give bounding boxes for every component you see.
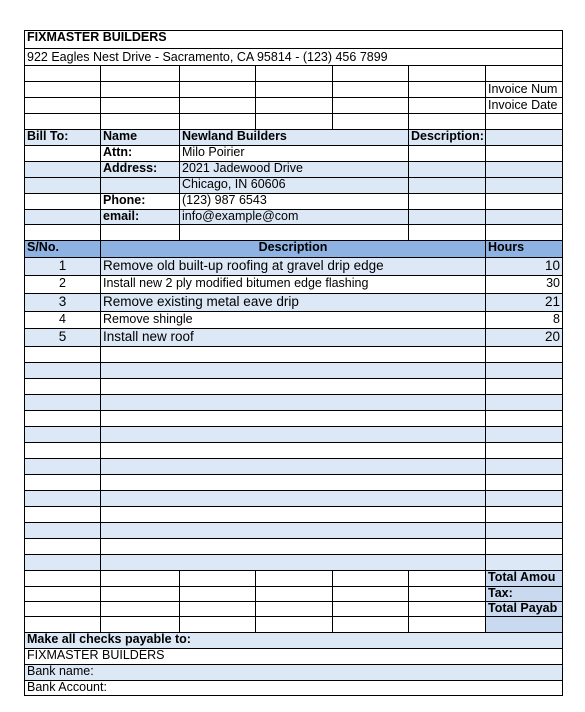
grid-hline bbox=[24, 378, 563, 379]
grid-hline bbox=[24, 601, 563, 602]
item-row-fill bbox=[24, 426, 562, 442]
grid-hline bbox=[24, 474, 563, 475]
address-label: Address: bbox=[103, 161, 158, 175]
item-row-fill bbox=[24, 522, 562, 538]
invoice-number-label: Invoice Num bbox=[488, 82, 558, 96]
grid-vline bbox=[100, 65, 101, 130]
grid-hline bbox=[24, 586, 563, 587]
company-address: 922 Eagles Nest Drive - Sacramento, CA 95814 - (123) 456 7899 bbox=[27, 50, 388, 64]
name-value: Newland Builders bbox=[182, 129, 287, 143]
row-2-description: Install new 2 ply modified bitumen edge flashing bbox=[103, 276, 369, 290]
address-line2: Chicago, IN 60606 bbox=[182, 177, 286, 191]
email-value: info@example@com bbox=[182, 209, 299, 223]
grid-hline bbox=[24, 177, 563, 178]
bank-account-label: Bank Account: bbox=[27, 680, 107, 694]
grid-hline bbox=[24, 664, 563, 665]
hours-header: Hours bbox=[488, 240, 525, 254]
grid-hline bbox=[24, 113, 563, 114]
grid-vline bbox=[408, 65, 409, 130]
row-1-sno: 1 bbox=[58, 258, 67, 273]
grid-hline bbox=[24, 490, 563, 491]
description-label: Description: bbox=[411, 129, 484, 143]
row-4-sno: 4 bbox=[59, 312, 66, 326]
grid-hline bbox=[24, 362, 563, 363]
grid-hline bbox=[24, 48, 563, 49]
grid-hline bbox=[24, 570, 563, 571]
row-1-hours: 10 bbox=[544, 258, 560, 273]
bank-name-label: Bank name: bbox=[27, 664, 94, 678]
bill-to-fill bbox=[24, 177, 562, 193]
row-5-description: Install new roof bbox=[103, 329, 194, 344]
row-1-description: Remove old built-up roofing at gravel drip edge bbox=[103, 258, 384, 273]
grid-hline bbox=[24, 506, 563, 507]
grid-vline bbox=[255, 65, 256, 130]
email-label: email: bbox=[103, 209, 140, 223]
grid-vline bbox=[179, 570, 180, 633]
grid-hline bbox=[24, 410, 563, 411]
attn-value: Milo Poirier bbox=[182, 145, 245, 159]
description-header: Description bbox=[258, 240, 328, 254]
grid-vline bbox=[562, 30, 563, 696]
payment-instruction: Make all checks payable to: bbox=[27, 632, 191, 646]
row-4-hours: 8 bbox=[553, 312, 560, 326]
sno-header: S/No. bbox=[27, 240, 59, 254]
grid-vline bbox=[408, 570, 409, 633]
grid-hline bbox=[24, 442, 563, 443]
tax-label: Tax: bbox=[488, 586, 513, 600]
row-2-sno: 2 bbox=[59, 276, 66, 290]
item-row-fill bbox=[24, 458, 562, 474]
row-3-sno: 3 bbox=[58, 294, 67, 309]
row-3-hours: 21 bbox=[544, 294, 560, 309]
totals-fill bbox=[485, 616, 562, 632]
phone-value: (123) 987 6543 bbox=[182, 193, 267, 207]
invoice-date-label: Invoice Date bbox=[488, 98, 558, 112]
grid-hline bbox=[24, 616, 563, 617]
row-5-sno: 5 bbox=[58, 329, 67, 344]
total-amount-label: Total Amou bbox=[488, 570, 556, 584]
item-row-fill bbox=[24, 394, 562, 410]
item-row-fill bbox=[24, 490, 562, 506]
row-3-description: Remove existing metal eave drip bbox=[103, 294, 299, 309]
item-row-fill bbox=[24, 554, 562, 570]
grid-vline bbox=[100, 570, 101, 633]
grid-vline bbox=[408, 129, 409, 241]
grid-hline bbox=[24, 554, 563, 555]
bill-to-label: Bill To: bbox=[27, 129, 69, 143]
phone-label: Phone: bbox=[103, 193, 146, 207]
grid-hline bbox=[24, 695, 563, 696]
grid-vline bbox=[485, 129, 486, 241]
name-label: Name bbox=[103, 129, 138, 143]
payee-name: FIXMASTER BUILDERS bbox=[27, 648, 165, 662]
grid-hline bbox=[24, 81, 563, 82]
grid-hline bbox=[24, 522, 563, 523]
grid-hline bbox=[24, 65, 563, 66]
row-2-hours: 30 bbox=[546, 276, 560, 290]
grid-hline bbox=[24, 346, 563, 347]
address-line1: 2021 Jadewood Drive bbox=[182, 161, 303, 175]
grid-vline bbox=[255, 570, 256, 633]
grid-hline bbox=[24, 394, 563, 395]
attn-label: Attn: bbox=[103, 145, 133, 159]
grid-hline bbox=[24, 224, 563, 225]
total-payable-label: Total Payab bbox=[488, 601, 558, 615]
grid-hline bbox=[24, 458, 563, 459]
payment-fill bbox=[24, 664, 562, 680]
company-name: FIXMASTER BUILDERS bbox=[27, 30, 167, 44]
row-4-description: Remove shingle bbox=[103, 312, 193, 326]
grid-hline bbox=[24, 538, 563, 539]
item-row-fill bbox=[24, 362, 562, 378]
grid-hline bbox=[24, 426, 563, 427]
grid-vline bbox=[332, 65, 333, 130]
grid-vline bbox=[179, 65, 180, 130]
grid-hline bbox=[24, 97, 563, 98]
grid-vline bbox=[332, 570, 333, 633]
row-5-hours: 20 bbox=[544, 329, 560, 344]
